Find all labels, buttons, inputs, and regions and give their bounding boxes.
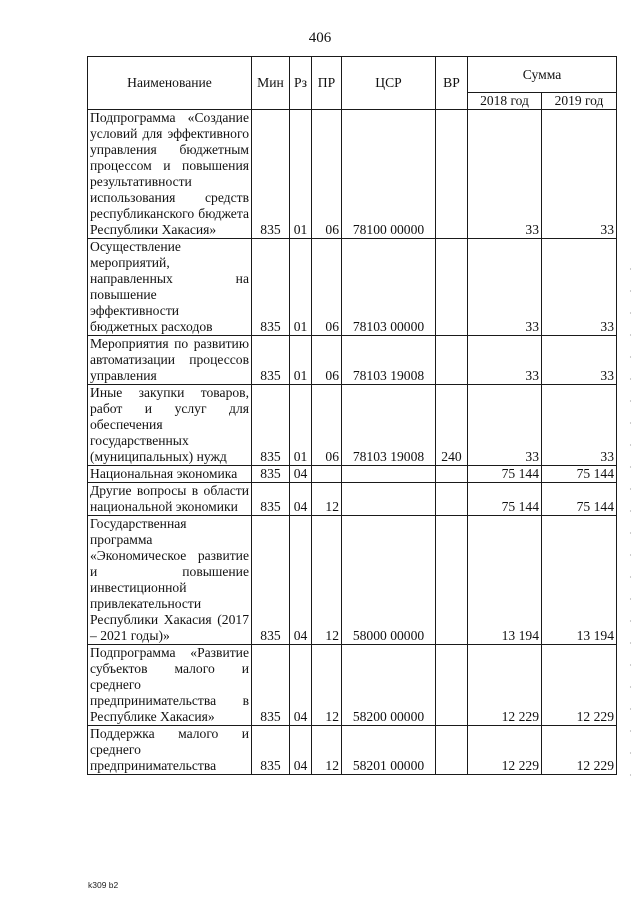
cell-s2019: 75 144: [542, 483, 617, 516]
budget-table: [87, 56, 617, 775]
cell-csr: 78103 00000: [342, 239, 436, 336]
footer-code: k309 b2: [88, 880, 119, 890]
cell-vr: [436, 516, 468, 645]
cell-vr: [436, 239, 468, 336]
header-name: Наименование: [88, 57, 252, 110]
table-row: [88, 110, 617, 239]
cell-rz: 04: [290, 483, 312, 516]
cell-s2019: 12 229: [542, 726, 617, 775]
cell-pr: 06: [312, 110, 342, 239]
cell-vr: [436, 110, 468, 239]
cell-s2019: 33: [542, 385, 617, 466]
cell-s2019: 75 144: [542, 466, 617, 483]
table-body: [88, 110, 617, 775]
cell-s2019: 13 194: [542, 516, 617, 645]
table-row: [88, 483, 617, 516]
table-row: [88, 516, 617, 645]
header-rz: Рз: [290, 57, 312, 110]
table-header: [88, 57, 617, 110]
cell-pr: [312, 466, 342, 483]
cell-name: Поддержка малого и среднего предпринимательства: [88, 726, 252, 775]
header-min: Мин: [252, 57, 290, 110]
header-sum: Сумма: [468, 57, 617, 93]
cell-rz: 01: [290, 385, 312, 466]
table-row: [88, 726, 617, 775]
cell-s2019: 33: [542, 110, 617, 239]
cell-s2018: 75 144: [468, 483, 542, 516]
cell-min: 835: [252, 726, 290, 775]
cell-csr: 78103 19008: [342, 336, 436, 385]
cell-vr: [436, 726, 468, 775]
page-number: 406: [308, 30, 332, 46]
cell-min: 835: [252, 483, 290, 516]
cell-name: Подпрограмма «Создание условий для эффективного управления бюджетным процессом и повышения результативности использования средств республиканского бюджета Республики Хакасия»: [88, 110, 252, 239]
cell-name: Подпрограмма «Развитие субъектов малого и среднего предпринимательства в Республике Хакасия»: [88, 645, 252, 726]
cell-s2018: 33: [468, 110, 542, 239]
cell-s2018: 33: [468, 239, 542, 336]
cell-name: Осуществление мероприятий, направленных на повышение эффективности бюджетных расходов: [88, 239, 252, 336]
cell-csr: 58201 00000: [342, 726, 436, 775]
cell-min: 835: [252, 239, 290, 336]
cell-rz: 04: [290, 466, 312, 483]
cell-min: 835: [252, 466, 290, 483]
cell-s2018: 12 229: [468, 726, 542, 775]
cell-vr: [436, 645, 468, 726]
cell-name: Иные закупки товаров, работ и услуг для обеспечения государственных (муниципальных) нужд: [88, 385, 252, 466]
cell-s2018: 13 194: [468, 516, 542, 645]
header-pr: ПР: [312, 57, 342, 110]
header-vr: ВР: [436, 57, 468, 110]
cell-min: 835: [252, 645, 290, 726]
cell-csr: 58200 00000: [342, 645, 436, 726]
cell-min: 835: [252, 110, 290, 239]
cell-rz: 04: [290, 516, 312, 645]
cell-pr: 06: [312, 239, 342, 336]
cell-name: Мероприятия по развитию автоматизации процессов управления: [88, 336, 252, 385]
cell-rz: 01: [290, 239, 312, 336]
cell-s2018: 33: [468, 385, 542, 466]
cell-rz: 01: [290, 110, 312, 239]
cell-min: 835: [252, 336, 290, 385]
cell-rz: 01: [290, 336, 312, 385]
cell-vr: 240: [436, 385, 468, 466]
cell-pr: 12: [312, 483, 342, 516]
cell-pr: 06: [312, 336, 342, 385]
cell-s2018: 75 144: [468, 466, 542, 483]
cell-pr: 12: [312, 645, 342, 726]
cell-csr: [342, 483, 436, 516]
scan-margin-dots: [629, 258, 632, 778]
header-year-2018: 2018 год: [468, 93, 542, 110]
cell-name: Другие вопросы в области национальной экономики: [88, 483, 252, 516]
table-row: [88, 645, 617, 726]
cell-vr: [436, 483, 468, 516]
cell-pr: 12: [312, 726, 342, 775]
cell-csr: 58000 00000: [342, 516, 436, 645]
cell-min: 835: [252, 516, 290, 645]
cell-pr: 06: [312, 385, 342, 466]
cell-pr: 12: [312, 516, 342, 645]
table-row: [88, 239, 617, 336]
cell-vr: [436, 336, 468, 385]
cell-name: Национальная экономика: [88, 466, 252, 483]
header-year-2019: 2019 год: [542, 93, 617, 110]
cell-rz: 04: [290, 726, 312, 775]
table-row: [88, 336, 617, 385]
cell-csr: 78103 19008: [342, 385, 436, 466]
cell-s2018: 33: [468, 336, 542, 385]
cell-name: Государственная программа «Экономическое развитие и повышение инвестиционной привлекательности Республики Хакасия (2017 – 2021 годы)»: [88, 516, 252, 645]
cell-csr: 78100 00000: [342, 110, 436, 239]
cell-s2019: 33: [542, 239, 617, 336]
cell-s2018: 12 229: [468, 645, 542, 726]
table-row: [88, 466, 617, 483]
table-row: [88, 385, 617, 466]
cell-s2019: 33: [542, 336, 617, 385]
cell-min: 835: [252, 385, 290, 466]
cell-rz: 04: [290, 645, 312, 726]
cell-csr: [342, 466, 436, 483]
cell-vr: [436, 466, 468, 483]
header-csr: ЦСР: [342, 57, 436, 110]
cell-s2019: 12 229: [542, 645, 617, 726]
